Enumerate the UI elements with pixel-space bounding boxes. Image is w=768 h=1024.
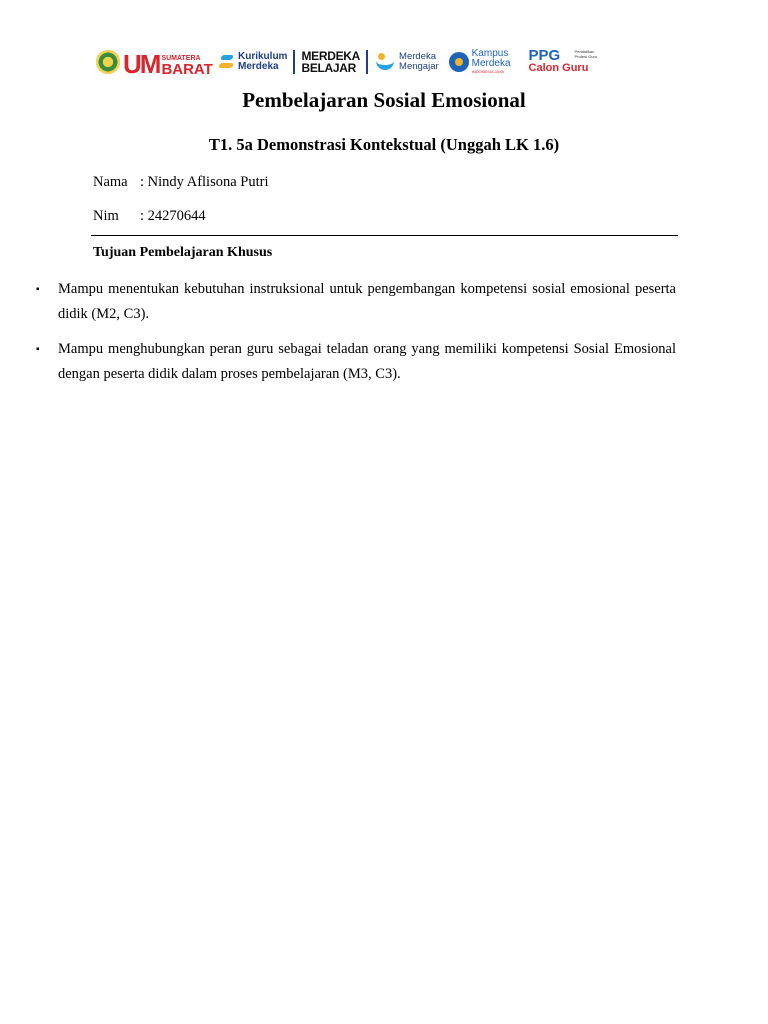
horizontal-divider xyxy=(91,235,678,236)
merdeka-mengajar-label-1: Merdeka xyxy=(399,50,436,62)
um-letters: UM xyxy=(123,48,160,79)
kampus-label-2: Merdeka xyxy=(471,58,511,69)
objectives-list xyxy=(36,277,676,397)
nim-value: : 24270644 xyxy=(140,208,206,224)
um-sub-label: SUMATERA xyxy=(161,54,201,62)
ppg-sub-label: Calon Guru xyxy=(528,62,589,74)
merdeka-mengajar-icon xyxy=(376,52,396,72)
um-main-label: BARAT xyxy=(161,60,213,78)
document-title: Pembelajaran Sosial Emosional xyxy=(242,88,526,112)
merdeka-mengajar-logo xyxy=(376,52,439,72)
kurikulum-label-1: Kurikulum xyxy=(238,50,288,62)
square-bullet-icon: ▪ xyxy=(36,344,40,355)
university-seal-icon xyxy=(96,50,120,74)
ppg-calon-guru-logo xyxy=(528,47,597,74)
merdeka-belajar-label-1: MERDEKA xyxy=(301,48,361,63)
kurikulum-merdeka-icon xyxy=(219,53,235,71)
merdeka-mengajar-label-2: Mengajar xyxy=(399,60,439,72)
nim-label: Nim xyxy=(93,208,119,224)
kampus-merdeka-icon xyxy=(449,52,469,72)
kampus-label-1: Kampus xyxy=(471,48,509,59)
list-item xyxy=(36,277,676,327)
header-logo-bar xyxy=(93,45,665,78)
logo-divider xyxy=(293,50,295,74)
merdeka-belajar-label-2: BELAJAR xyxy=(301,60,357,75)
kampus-tagline: INDONESIA JAYA xyxy=(471,69,504,74)
name-row xyxy=(93,174,269,191)
kurikulum-label-2: Merdeka xyxy=(238,60,279,72)
nim-row xyxy=(93,208,206,225)
logo-divider xyxy=(366,50,368,74)
um-sumbar-logo xyxy=(123,47,215,77)
ppg-tiny-label: Pendidikan Profesi Guru xyxy=(574,49,597,59)
name-value: : Nindy Aflisona Putri xyxy=(140,174,269,190)
list-item xyxy=(36,337,676,387)
kampus-merdeka-logo xyxy=(449,49,511,74)
objective-text: Mampu menghubungkan peran guru sebagai teladan orang yang memiliki kompetensi Sosial Emosional dengan peserta didik dalam proses pembelajaran (M3, C3). xyxy=(58,341,676,382)
ppg-main-label: PPG xyxy=(528,47,561,64)
square-bullet-icon: ▪ xyxy=(36,284,40,295)
objective-text: Mampu menentukan kebutuhan instruksional untuk pengembangan kompetensi sosial emosional peserta didik (M2, C3). xyxy=(58,281,676,322)
name-label: Nama xyxy=(93,174,128,190)
university-logo xyxy=(93,45,215,78)
document-subtitle: T1. 5a Demonstrasi Kontekstual (Unggah LK 1.6) xyxy=(208,135,560,154)
merdeka-belajar-logo xyxy=(301,50,360,74)
section-heading: Tujuan Pembelajaran Khusus xyxy=(93,245,273,260)
kurikulum-merdeka-logo xyxy=(219,52,287,72)
